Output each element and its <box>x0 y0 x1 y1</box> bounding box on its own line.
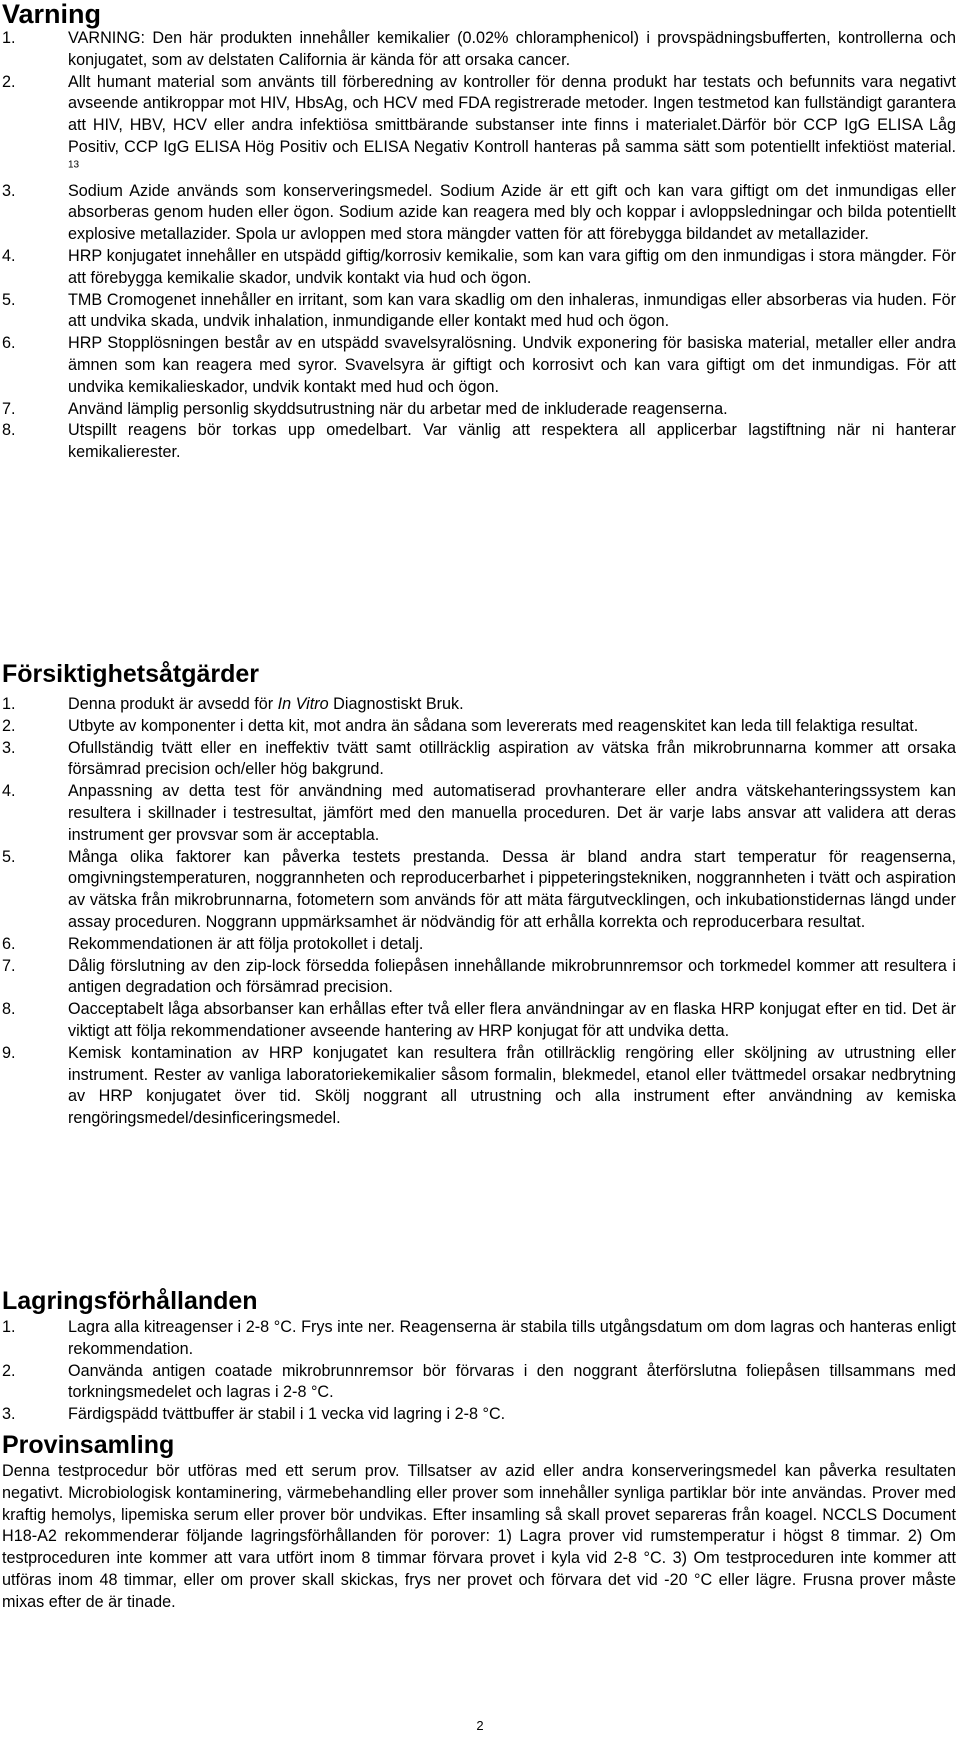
list-item <box>2 1361 956 1405</box>
item-number: 3. <box>2 181 16 200</box>
page-number: 2 <box>476 1718 484 1733</box>
list-item <box>2 847 956 934</box>
item-number: 8. <box>2 1000 16 1019</box>
item-text: VARNING: Den här produkten innehåller kemikalier (0.02% chloramphenicol) i provspädningsbufferten, kontrollerna och konjugatet, som av delstaten California är kända för att orsaka cancer. <box>68 29 956 69</box>
warning-section <box>2 0 956 464</box>
item-text: Oacceptabelt låga absorbanser kan erhållas efter två eller flera användningar av en flaska HRP konjugat efter en tid. Det är viktigt att följa rekommendationer avseende hantering av HRP konjugat för att undvika detta. <box>68 1000 956 1040</box>
list-item <box>2 716 956 738</box>
item-number: 9. <box>2 1043 16 1062</box>
item-text: HRP Stopplösningen består av en utspädd svavelsyralösning. Undvik exponering för basiska material, metaller eller andra ämnen som kan reagera med syror. Svavelsyra är giftigt och korrosivt och kan vara giftigt om det inmundigas. För att undvika kemikalieskador, undvik kontakt med hud och ögon. <box>68 334 956 396</box>
list-item <box>2 28 956 72</box>
item-text: Sodium Azide används som konserveringsmedel. Sodium Azide är ett gift och kan vara giftigt om det inmundigas eller absorberas genom huden eller ögon. Sodium azide kan reagera med bly och koppar i avloppsledningar och bilda potentiellt explosive metallazider. Spola ur avloppen med stora mängder vatten för att förebygga bildandet av metallazider. <box>68 181 956 244</box>
item-number: 2. <box>2 716 16 735</box>
list-item <box>2 999 956 1043</box>
list-item <box>2 934 956 956</box>
item-number: 6. <box>2 334 16 353</box>
sampling-paragraph: Denna testprocedur bör utföras med ett serum prov. Tillsatser av azid eller andra konserveringsmedel kan påverka resultaten negativt. Microbiologisk kontaminering, värmebehandling eller prover som innehåller synliga partiklar bör inte användas. Prover med kraftig hemolys, lipemiska serum eller prover bör undvikas. Efter insamling så skall provet separeras från koagel. NCCLS Document H18-A2 rekommenderar följande lagringsförhållanden för porover: 1) Lagra prover vid rumstemperatur i högst 8 timmar. 2) Om testproceduren inte kommer att vara utfört inom 8 timmar förvara provet i kyla vid 2-8 °C. 3) Om testproceduren inte kommer att utföras inom 48 timmar, eller om prover skall skickas, frys ner provet och förvara det vid -20 °C eller lägre. Frusna prover måste mixas efter de är tinade. <box>2 1462 956 1611</box>
list-item <box>2 956 956 1000</box>
in-vitro-text: In Vitro <box>277 695 329 713</box>
item-number: 1. <box>2 1318 16 1336</box>
item-text: Anpassning av detta test för användning med automatiserad provhanterare eller andra vätskehanteringssystem kan resultera i skillnader i testresultat, jämfört med den manuella proceduren. Det är varje labs ansvar att validera att deras instrument ger provsvar som är acceptabla. <box>68 782 956 844</box>
item-number: 7. <box>2 399 16 418</box>
list-item <box>2 333 956 398</box>
item-number: 6. <box>2 934 16 953</box>
storage-list <box>2 1317 956 1426</box>
item-number: 4. <box>2 246 16 265</box>
item-text: Rekommendationen är att följa protokollet i detalj. <box>68 934 424 953</box>
list-item <box>2 181 956 246</box>
item-number: 5. <box>2 847 16 866</box>
item-number: 1. <box>2 29 16 47</box>
precautions-section <box>2 660 956 1130</box>
warning-heading: Varning <box>2 0 102 29</box>
sampling-section <box>2 1431 956 1614</box>
item-text: Oanvända antigen coatade mikrobrunnremsor bör förvaras i den noggrant återförslutna foliepåsen tillsammans med torkningsmedelet och lagras i 2-8 °C. <box>68 1361 956 1402</box>
item-text: Ofullständig tvätt eller en ineffektiv tvätt samt otillräcklig aspiration av vätska från mikrobrunnarna kommer att orsaka försämrad precision och/eller hög bakgrund. <box>68 738 956 779</box>
reference-superscript: 13 <box>68 159 80 171</box>
item-text: Dålig förslutning av den zip-lock försedda foliepåsen innehållande mikrobrunnremsor och torkmedel kommer att resultera i antigen degradation och försämrad precision. <box>68 956 956 997</box>
item-text: Många olika faktorer kan påverka testets prestanda. Dessa är bland andra start temperatur för reagenserna, omgivningstemperaturen, noggrannheten och reproducerbarhet i pippeteringstekniken, noggrannheten i tvätt och aspiration av vätska från mikrobrunnarna, fotometern som används för att mäta färgutvecklingen, och inkubationstidernas längd under assay proceduren. Noggrann uppmärksamhet är nödvändig för att erhålla korrekta och reproducerbara resultat. <box>68 847 956 931</box>
list-item <box>2 1317 956 1361</box>
item-number: 4. <box>2 782 16 801</box>
sampling-heading: Provinsamling <box>2 1431 175 1459</box>
precautions-list-rest <box>2 716 956 1130</box>
item-text: Använd lämplig personlig skyddsutrustning när du arbetar med de inkluderade reagenserna. <box>68 399 728 418</box>
list-item <box>2 420 956 464</box>
item-number: 7. <box>2 956 16 975</box>
item-text: Kemisk kontamination av HRP konjugatet kan resultera från otillräcklig rengöring eller sköljning av utrustning eller instrument. Rester av vanliga laboratoriekemikalier såsom formalin, blekmedel, etanol eller tvättmedel orsakar nedbrytning av HRP konjugatet över tid. Skölj noggrant all utrustning och alla instrument efter användning av kemiska rengöringsmedel/desinficeringsmedel. <box>68 1043 956 1128</box>
list-item <box>2 781 956 846</box>
precautions-list <box>2 694 956 716</box>
item-number: 3. <box>2 738 16 757</box>
item-text: Färdigspädd tvättbuffer är stabil i 1 vecka vid lagring i 2-8 °C. <box>68 1405 506 1424</box>
list-item <box>2 1404 956 1426</box>
item-number: 2. <box>2 72 16 91</box>
list-item <box>2 399 956 421</box>
item-text: TMB Cromogenet innehåller en irritant, som kan vara skadlig om den inhaleras, inmundigas eller absorberas via huden. För att undvika skada, undvik inhalation, inmundigande eller kontakt med hud och ögon. <box>68 290 956 331</box>
item-number: 5. <box>2 290 16 309</box>
precautions-heading: Försiktighetsåtgärder <box>2 660 260 688</box>
item-text: HRP konjugatet innehåller en utspädd giftig/korrosiv kemikalie, som kan vara giftig om den inmundigas i stora mängder. För att förebygga kemikalie skador, undvik kontakt via hud och ögon. <box>68 246 956 287</box>
item-text: Allt humant material som använts till förberedning av kontroller för denna produkt har testats och befunnits vara negativt avseende antikroppar mot HIV, HbsAg, och HCV med FDA registrerade metoder. Ingen testmetod kan fullständigt garantera att HIV, HBV, HCV eller andra infektiösa smittbärande substanser inte finns i materialet.Därför bör CCP IgG ELISA Låg Positiv, CCP IgG ELISA Hög Positiv och ELISA Negativ Kontroll hanteras på samma sätt som potentiellt infektiöst material. $^{13}$ <box>68 72 956 171</box>
list-item <box>2 1043 956 1130</box>
item-text: Utspillt reagens bör torkas upp omedelbart. Var vänlig att respektera all applicerbar lagstiftning när ni hanterar kemikalierester. <box>68 421 956 462</box>
list-item <box>2 246 956 290</box>
storage-section <box>2 1287 956 1426</box>
list-item <box>2 694 956 716</box>
item-text: Denna produkt är avsedd för In Vitro Diagnostiskt Bruk. <box>68 695 464 713</box>
warning-list <box>2 28 956 464</box>
storage-heading: Lagringsförhållanden <box>2 1287 258 1315</box>
item-number: 2. <box>2 1361 16 1380</box>
list-item <box>2 72 956 181</box>
item-number: 8. <box>2 421 16 440</box>
item-number: 1. <box>2 695 16 713</box>
item-number: 3. <box>2 1405 16 1424</box>
item-text: Utbyte av komponenter i detta kit, mot andra än sådana som levererats med reagenskitet kan leda till felaktiga resultat. <box>68 716 919 735</box>
item-text: Lagra alla kitreagenser i 2-8 °C. Frys inte ner. Reagenserna är stabila tills utgångsdatum om dom lagras och hanteras enligt rekommendation. <box>68 1318 956 1358</box>
list-item <box>2 738 956 782</box>
list-item <box>2 290 956 334</box>
